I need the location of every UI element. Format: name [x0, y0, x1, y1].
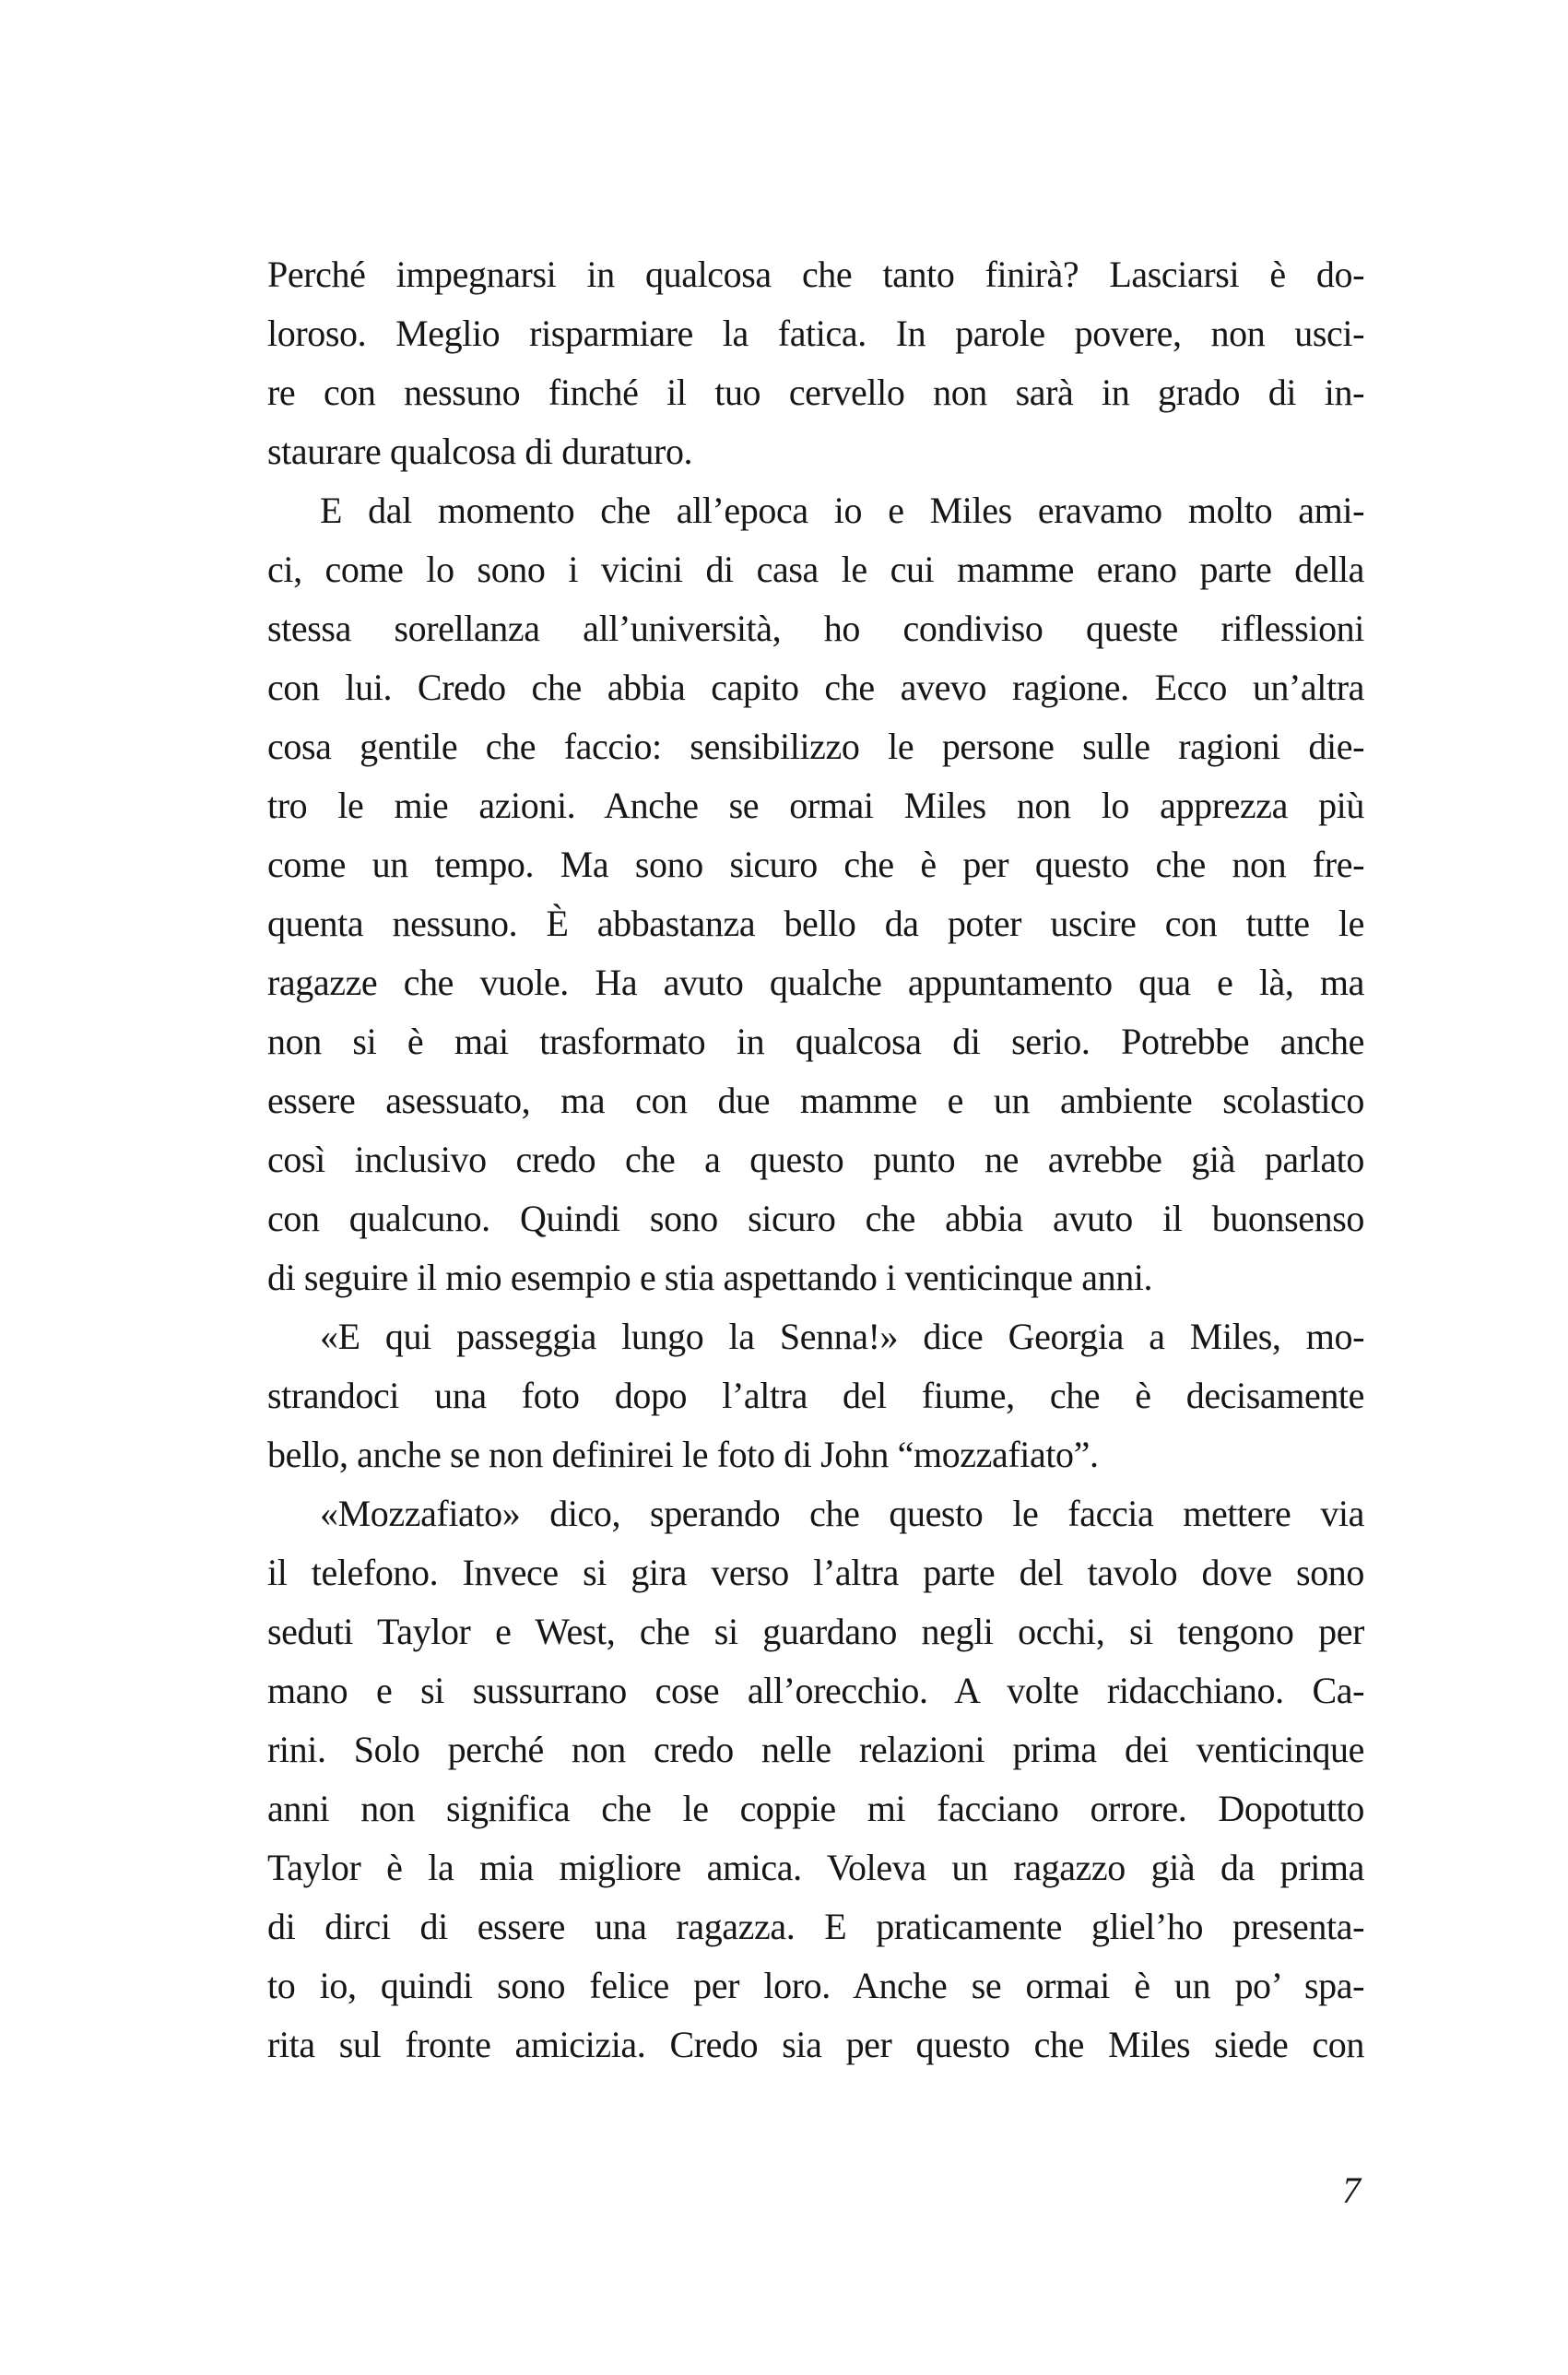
- text-line: il telefono. Invece si gira verso l’altra parte del tavolo dove sono: [267, 1552, 1364, 1593]
- text-line: non si è mai trasformato in qualcosa di serio. Potrebbe anche: [267, 1021, 1364, 1062]
- text-line: «Mozzafiato» dico, sperando che questo le faccia mettere via: [320, 1493, 1364, 1534]
- text-line: to io, quindi sono felice per loro. Anche se ormai è un po’ spa-: [267, 1965, 1364, 2006]
- paragraph: [267, 1307, 1364, 1484]
- text-line: staurare qualcosa di duraturo.: [267, 431, 693, 472]
- paragraph: [267, 245, 1364, 481]
- text-line: «E qui passeggia lungo la Senna!» dice Georgia a Miles, mo-: [320, 1316, 1364, 1357]
- text-line: ragazze che vuole. Ha avuto qualche appuntamento qua e là, ma: [267, 962, 1364, 1003]
- text-line: con qualcuno. Quindi sono sicuro che abbia avuto il buonsenso: [267, 1198, 1364, 1239]
- text-line: stessa sorellanza all’università, ho condiviso queste riflessioni: [267, 608, 1364, 649]
- text-line: così inclusivo credo che a questo punto ne avrebbe già parlato: [267, 1139, 1364, 1180]
- text-line: di dirci di essere una ragazza. E praticamente gliel’ho presenta-: [267, 1906, 1364, 1947]
- text-line: seduti Taylor e West, che si guardano negli occhi, si tengono per: [267, 1611, 1364, 1652]
- text-line: con lui. Credo che abbia capito che avevo ragione. Ecco un’altra: [267, 667, 1364, 708]
- text-line: E dal momento che all’epoca io e Miles eravamo molto ami-: [320, 490, 1364, 531]
- text-line: ci, come lo sono i vicini di casa le cui mamme erano parte della: [267, 549, 1364, 590]
- text-line: essere asessuato, ma con due mamme e un ambiente scolastico: [267, 1080, 1364, 1121]
- paragraph: [267, 481, 1364, 1307]
- text-line: mano e si sussurrano cose all’orecchio. A volte ridacchiano. Ca-: [267, 1670, 1364, 1711]
- text-line: tro le mie azioni. Anche se ormai Miles non lo apprezza più: [267, 785, 1364, 826]
- text-line: anni non significa che le coppie mi facciano orrore. Dopotutto: [267, 1788, 1364, 1829]
- text-line: di seguire il mio esempio e stia aspettando i venticinque anni.: [267, 1257, 1153, 1298]
- text-line: rita sul fronte amicizia. Credo sia per questo che Miles siede con: [267, 2024, 1364, 2065]
- text-line: re con nessuno finché il tuo cervello non sarà in grado di in-: [267, 372, 1364, 413]
- text-line: quenta nessuno. È abbastanza bello da poter uscire con tutte le: [267, 903, 1364, 944]
- text-line: bello, anche se non definirei le foto di John “mozzafiato”.: [267, 1434, 1099, 1475]
- text-line: Taylor è la mia migliore amica. Voleva un ragazzo già da prima: [267, 1847, 1364, 1888]
- text-line: strandoci una foto dopo l’altra del fiume, che è decisamente: [267, 1375, 1364, 1416]
- text-line: Perché impegnarsi in qualcosa che tanto finirà? Lasciarsi è do-: [267, 254, 1364, 295]
- page-number: 7: [1342, 2169, 1361, 2211]
- text-line: come un tempo. Ma sono sicuro che è per questo che non fre-: [267, 844, 1364, 885]
- text-block: [267, 245, 1364, 2074]
- paragraph: [267, 1484, 1364, 2074]
- text-line: rini. Solo perché non credo nelle relazioni prima dei venticinque: [267, 1729, 1364, 1770]
- text-line: loroso. Meglio risparmiare la fatica. In parole povere, non usci-: [267, 313, 1364, 354]
- text-line: cosa gentile che faccio: sensibilizzo le persone sulle ragioni die-: [267, 726, 1364, 767]
